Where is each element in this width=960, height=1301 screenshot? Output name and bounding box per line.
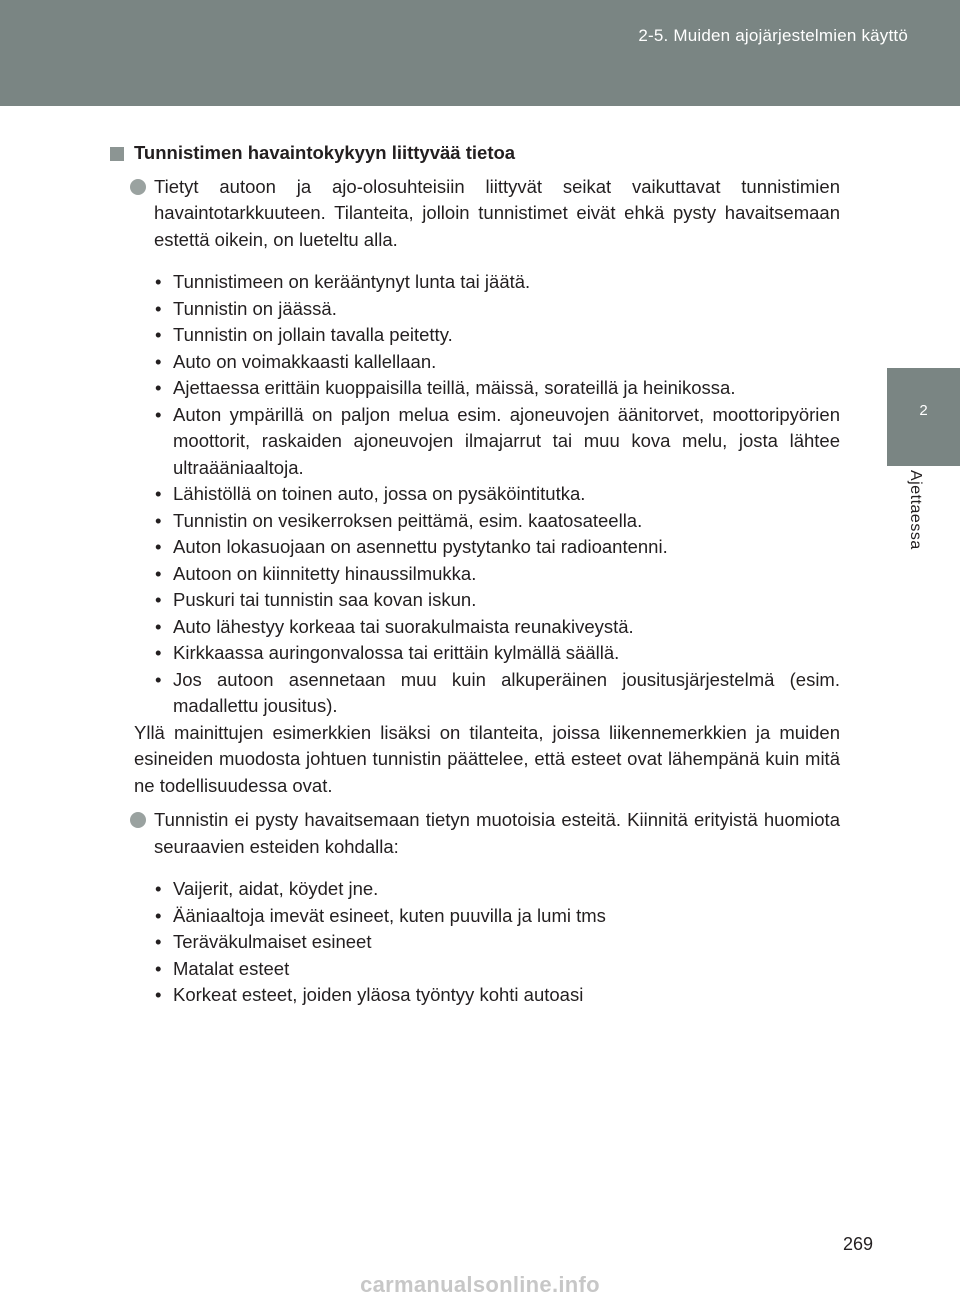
list-item-text: Lähistöllä on toinen auto, jossa on pysäköintitutka.: [173, 483, 586, 504]
bullet-dot-icon: •: [155, 642, 162, 663]
page-content: [110, 140, 840, 1009]
page-number: 269: [843, 1234, 874, 1254]
chapter-tab-label: Ajettaessa: [907, 470, 924, 550]
bullet-dot-icon: •: [155, 509, 162, 531]
bullet-dot-icon: •: [155, 957, 162, 979]
circle-paragraph-2: [110, 807, 840, 860]
list-item: [110, 956, 840, 983]
list-item: [110, 322, 840, 349]
section-heading: [110, 140, 840, 167]
list-item: [110, 296, 840, 323]
chapter-title: 2-5. Muiden ajojärjestelmien käyttö: [638, 26, 908, 45]
bullet-dot-icon: •: [155, 931, 162, 952]
circle-bullet-icon: [130, 812, 146, 828]
list-item-text: Jos autoon asennetaan muu kuin alkuperäinen jousitusjärjestelmä (esim. madallettu jousitus).: [173, 668, 840, 716]
list-item: [110, 667, 840, 720]
circle-bullet-icon: [130, 179, 146, 195]
list-item-text: Auto lähestyy korkeaa tai suorakulmaista reunakiveystä.: [173, 615, 634, 637]
bullet-dot-icon: •: [155, 668, 162, 690]
list-item: [110, 876, 840, 903]
list-item: [110, 929, 840, 956]
paragraph-after-list: Yllä mainittujen esimerkkien lisäksi on tilanteita, joissa liikennemerkkien ja muiden esineiden muodosta johtuen tunnistin päättelee, että esteet ovat lähempänä kuin mitä ne todellisuudessa ovat.: [134, 721, 840, 796]
list-item-text: Vaijerit, aidat, köydet jne.: [173, 878, 379, 899]
section-heading-text: Tunnistimen havaintokykyyn liittyvää tietoa: [134, 142, 516, 163]
list-item-text: Korkeat esteet, joiden yläosa työntyy kohti autoasi: [173, 984, 584, 1005]
list-item-text: Tunnistimeen on kerääntynyt lunta tai jäätä.: [173, 271, 531, 292]
square-bullet-icon: [110, 147, 124, 161]
bullet-dot-icon: •: [155, 615, 162, 637]
chapter-tab-number: 2: [919, 402, 928, 419]
list-item-text: Puskuri tai tunnistin saa kovan iskun.: [173, 589, 477, 610]
bullet-dot-icon: •: [155, 589, 162, 610]
list-item-text: Tunnistin on jollain tavalla peitetty.: [173, 324, 453, 345]
list-item-text: Matalat esteet: [173, 957, 290, 979]
list-item: [110, 349, 840, 376]
list-item-text: Teräväkulmaiset esineet: [173, 931, 372, 952]
paragraph-text: Tietyt autoon ja ajo-olosuhteisiin liittyvät seikat vaikuttavat tunnistimien havaintotarkkuuteen. Tilanteita, jolloin tunnistimet eivät ehkä pysty havaitsemaan estettä oikein, on lueteltu alla.: [154, 175, 840, 250]
bullet-dot-icon: •: [155, 324, 162, 345]
bullet-dot-icon: •: [155, 483, 162, 504]
list-item: [110, 402, 840, 482]
bullet-dot-icon: •: [155, 350, 162, 372]
bullet-dot-icon: •: [155, 403, 162, 425]
header-band: [0, 0, 960, 106]
list-item-text: Ääniaaltoja imevät esineet, kuten puuvilla ja lumi tms: [173, 904, 606, 926]
bullet-dot-icon: •: [155, 536, 162, 557]
bullet-dot-icon: •: [155, 904, 162, 926]
list-item-text: Tunnistin on jäässä.: [173, 297, 337, 319]
paragraph-text: Tunnistin ei pysty havaitsemaan tietyn muotoisia esteitä. Kiinnitä erityistä huomiota seuraavien esteiden kohdalla:: [154, 809, 840, 857]
list-item: [110, 269, 840, 296]
obstacle-list: [110, 876, 840, 1009]
list-item-text: Ajettaessa erittäin kuoppaisilla teillä, mäissä, sorateillä ja heinikossa.: [173, 377, 736, 398]
list-item: [110, 640, 840, 667]
list-item: [110, 587, 840, 614]
list-item-text: Kirkkaassa auringonvalossa tai erittäin kylmällä säällä.: [173, 642, 620, 663]
bullet-dot-icon: •: [155, 562, 162, 584]
list-item: [110, 508, 840, 535]
watermark: carmanualsonline.info: [360, 1272, 600, 1297]
list-item-text: Autoon on kiinnitetty hinaussilmukka.: [173, 562, 477, 584]
chapter-tab: [887, 368, 960, 466]
list-item-text: Auton lokasuojaan on asennettu pystytanko tai radioantenni.: [173, 536, 668, 557]
circle-paragraph-1: [110, 174, 840, 254]
list-item: [110, 481, 840, 508]
condition-list: [110, 269, 840, 720]
list-item: [110, 982, 840, 1009]
list-item-text: Auton ympärillä on paljon melua esim. ajoneuvojen äänitorvet, moottoripyörien moottorit, raskaiden ajoneuvojen ilmajarrut tai muu kova melu, josta lähtee ultraääniaaltoja.: [173, 403, 840, 478]
bullet-dot-icon: •: [155, 297, 162, 319]
bullet-dot-icon: •: [155, 878, 162, 899]
bullet-dot-icon: •: [155, 984, 162, 1005]
bullet-dot-icon: •: [155, 271, 162, 292]
list-item: [110, 534, 840, 561]
list-item-text: Tunnistin on vesikerroksen peittämä, esim. kaatosateella.: [173, 509, 643, 531]
list-item: [110, 375, 840, 402]
bullet-dot-icon: •: [155, 377, 162, 398]
list-item: [110, 561, 840, 588]
list-item-text: Auto on voimakkaasti kallellaan.: [173, 350, 437, 372]
list-item: [110, 614, 840, 641]
list-item: [110, 903, 840, 930]
